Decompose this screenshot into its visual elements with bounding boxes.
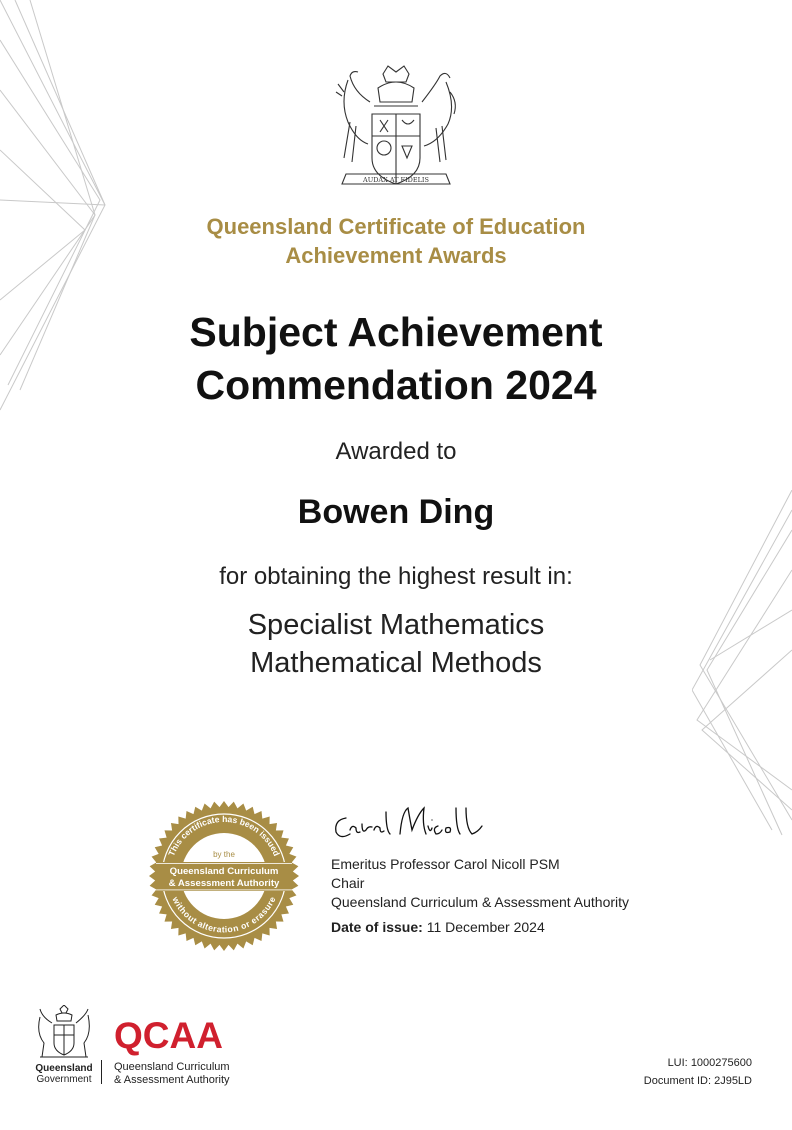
queensland-government-wordmark <box>24 1063 104 1085</box>
signatory-organisation: Queensland Curriculum & Assessment Authority <box>331 894 630 910</box>
subject-2: Mathematical Methods <box>250 647 542 679</box>
qcaa-gold-seal <box>148 800 300 952</box>
date-of-issue-label: Date of issue: <box>331 919 423 935</box>
date-of-issue-value: 11 December 2024 <box>426 919 545 935</box>
chair-signature <box>328 800 498 850</box>
qcaa-full-name <box>114 1061 230 1087</box>
qcaa-name-line-2: & Assessment Authority <box>114 1074 230 1086</box>
signatory-role: Chair <box>331 875 365 891</box>
svg-text:without alteration or erasure: without alteration or erasure <box>170 895 278 935</box>
title-line-1: Subject Achievement <box>189 309 603 355</box>
qcaa-name-line-1: Queensland Curriculum <box>114 1061 230 1073</box>
award-series-heading <box>0 212 792 270</box>
document-id <box>644 1073 752 1090</box>
document-id-value: 2J95LD <box>714 1075 752 1087</box>
queensland-coat-of-arms-icon <box>328 62 464 194</box>
document-id-label: Document ID: <box>643 1075 712 1087</box>
lui-label: LUI: <box>667 1057 688 1069</box>
svg-text:& Assessment Authority: & Assessment Authority <box>168 878 280 889</box>
award-series-line-1: Queensland Certificate of Education <box>206 214 586 239</box>
awarded-to-label: Awarded to <box>335 438 457 465</box>
achievement-statement: for obtaining the highest result in: <box>219 563 573 590</box>
svg-text:by the: by the <box>213 850 235 859</box>
date-of-issue <box>331 918 545 937</box>
svg-text:Queensland Curriculum: Queensland Curriculum <box>169 866 279 877</box>
title-line-2: Commendation 2024 <box>195 362 597 408</box>
queensland-government-crest-icon <box>34 1005 94 1061</box>
award-series-line-2: Achievement Awards <box>285 243 507 268</box>
lui-value: 1000275600 <box>690 1057 752 1069</box>
certificate-title <box>0 306 792 412</box>
svg-text:AUDAX AT FIDELIS: AUDAX AT FIDELIS <box>363 176 429 184</box>
qld-gov-line-2: Government <box>36 1074 92 1085</box>
qld-gov-line-1: Queensland <box>35 1063 93 1074</box>
signatory-name: Emeritus Professor Carol Nicoll PSM <box>331 856 560 872</box>
subject-1: Specialist Mathematics <box>247 609 545 641</box>
recipient-name: Bowen Ding <box>297 493 495 531</box>
footer-logo-divider <box>101 1060 102 1084</box>
qcaa-logo: QCAA <box>114 1015 223 1056</box>
lui-identifier <box>668 1055 752 1072</box>
svg-text:This certificate has been issu: This certificate has been issued <box>166 813 282 858</box>
